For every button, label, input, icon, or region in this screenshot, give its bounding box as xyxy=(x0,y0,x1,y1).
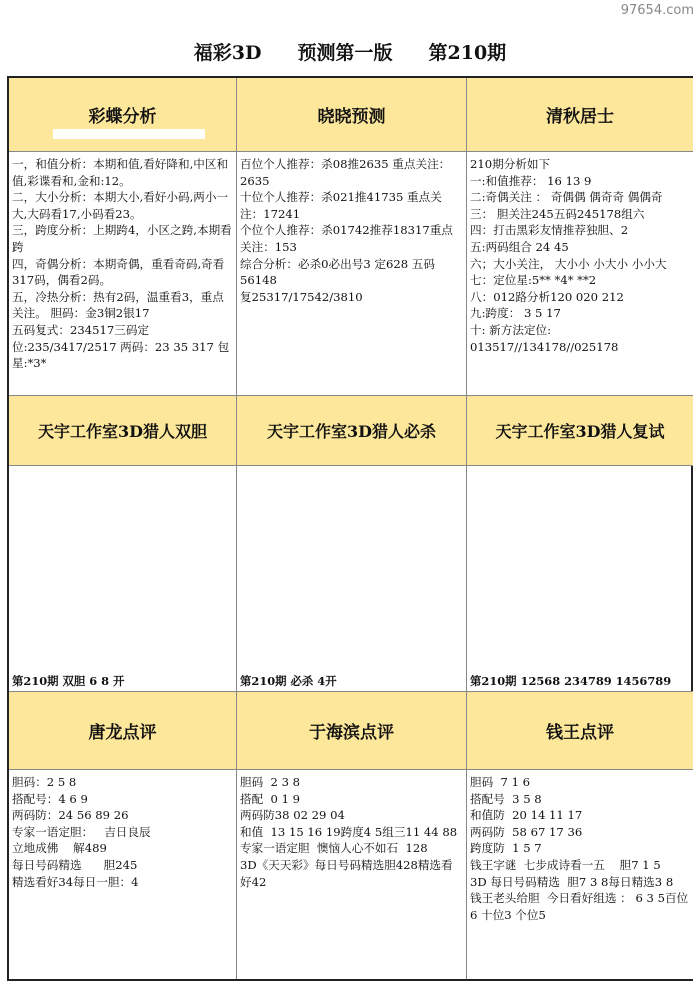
prediction-grid xyxy=(7,76,693,981)
header-tanglong-label: 唐龙点评 xyxy=(88,723,157,743)
header-qingqiu xyxy=(467,78,693,152)
qianwang-review: 胆码 7 1 6 搭配号 3 5 8 和值防 20 14 11 17 两码防 58 67 17 36 跨度防 1 5 7 钱王字谜 七步成诗看一五 胆7 1 5 3D 每日号码精选 胆7 3 8每日精选3 8 钱王老头给胆 今日看好组选 ： 6 3 5百位6 十位3 个位5 xyxy=(467,770,693,979)
page-title xyxy=(0,38,700,65)
tanglong-review: 胆码：2 5 8 搭配号：4 6 9 两码防：24 56 89 26 专家一语定胆： 吉日良辰 立地成佛 解489 每日号码精选 胆245 精选看好34每日一胆：4 xyxy=(9,770,237,979)
header-bisha xyxy=(237,396,467,466)
xiaoxiao-prediction: 百位个人推荐：杀08推2635 重点关注：2635 十位个人推荐：杀021推41735 重点关注：17241 个位个人推荐：杀01742推荐18317重点关注：153 综合分析：必杀0必出号3 定628 五码56148 复25317/17542/3810 xyxy=(237,152,467,396)
shuangdan-footer: 第210期 双胆 6 8 开 xyxy=(12,674,125,688)
title-lottery: 福彩3D xyxy=(193,42,262,64)
header-qingqiu-label: 清秋居士 xyxy=(546,107,614,127)
header-bisha-label: 天宇工作室3D猎人必杀 xyxy=(266,422,436,441)
header-shuangdan-label: 天宇工作室3D猎人双胆 xyxy=(37,422,207,441)
header-xiaoxiao-label: 晓晓预测 xyxy=(317,107,386,127)
watermark: 97654.com xyxy=(620,3,694,18)
bisha-result xyxy=(237,466,467,692)
qingqiu-prediction: 210期分析如下 一:和值推荐： 16 13 9 二:奇偶关注 ： 奇偶偶 偶奇奇 偶偶奇 三： 胆关注245五码245178组六 四：打击黑彩友情推荐独胆、2 五:两码组合 24 45 六；大小关注， 大小小 小大小 小小大 七：定位星:5** *4* **2 八：012路分析120 020 212 九:跨度： 3 5 17 十: 新方法定位: 013517//134178//025178 xyxy=(467,152,693,396)
header-yuhaibin-label: 于海滨点评 xyxy=(309,723,394,743)
title-issue: 第210期 xyxy=(428,42,507,64)
redaction-bar xyxy=(53,129,205,139)
header-caidie xyxy=(9,78,237,152)
header-xiaoxiao xyxy=(237,78,467,152)
header-qianwang xyxy=(467,692,693,770)
header-tanglong xyxy=(9,692,237,770)
fushi-footer: 第210期 12568 234789 1456789 xyxy=(470,674,672,688)
bisha-footer: 第210期 必杀 4开 xyxy=(240,674,337,688)
header-fushi-label: 天宇工作室3D猎人复试 xyxy=(495,422,665,441)
shuangdan-result xyxy=(9,466,237,692)
yuhaibin-review: 胆码 2 3 8 搭配 0 1 9 两码防38 02 29 04 和值 13 15 16 19跨度4 5组三11 44 88 专家一语定胆 懊恼人心不如石 128 3D《天天彩》每日号码精选胆428精选看好42 xyxy=(237,770,467,979)
fushi-result xyxy=(467,466,693,692)
header-qianwang-label: 钱王点评 xyxy=(546,723,614,743)
header-caidie-label: 彩蝶分析 xyxy=(88,107,157,127)
title-edition: 预测第一版 xyxy=(297,42,393,64)
header-fushi xyxy=(467,396,693,466)
header-yuhaibin xyxy=(237,692,467,770)
header-shuangdan xyxy=(9,396,237,466)
caidie-analysis: 一，和值分析：本期和值,看好降和,中区和值,彩谍看和,金和:12。 二，大小分析：本期大小,看好小码,两小一大,大码看17,小码看23。 三，跨度分析：上期跨4，小区之跨,本期看跨 四，奇偶分析：本期奇偶，重看奇码,奇看317码，偶看2码。 五，冷热分析：热有2码，温重看3，重点关注。 胆码：金3铜2银17 五码复式：234517三码定位:235/3417/2517 两码：23 35 317 包星:*3* xyxy=(9,152,237,396)
